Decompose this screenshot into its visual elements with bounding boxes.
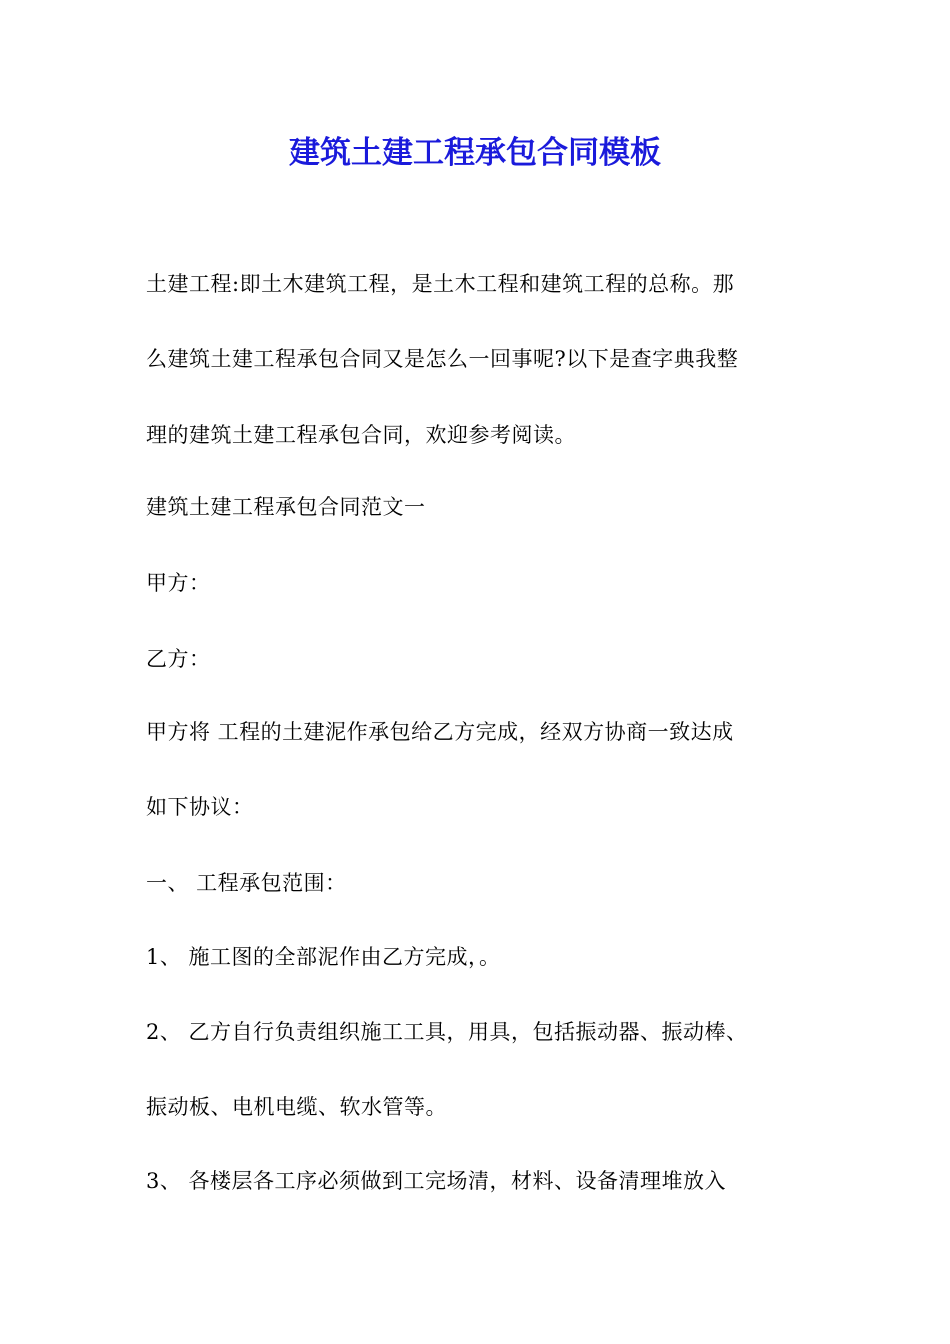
- paragraph-line: 甲方将 工程的土建泥作承包给乙方完成，经双方协商一致达成: [146, 720, 734, 744]
- paragraph-line: 如下协议：: [146, 795, 254, 819]
- paragraph-line: 土建工程:即土木建筑工程，是土木工程和建筑工程的总称。那: [146, 272, 735, 296]
- party-b-line: 乙方：: [146, 647, 211, 671]
- clause-item: 1、 施工图的全部泥作由乙方完成，。: [146, 945, 501, 969]
- document-title: 建筑土建工程承包合同模板: [289, 135, 661, 171]
- clause-item: 2、 乙方自行负责组织施工工具，用具，包括振动器、振动棒、: [146, 1020, 748, 1044]
- clause-item-continued: 振动板、电机电缆、软水管等。: [146, 1095, 447, 1119]
- party-a-line: 甲方：: [146, 571, 211, 595]
- section-heading: 建筑土建工程承包合同范文一: [146, 495, 426, 519]
- paragraph-line: 理的建筑土建工程承包合同，欢迎参考阅读。: [146, 423, 576, 447]
- clause-heading: 一、 工程承包范围：: [146, 871, 347, 895]
- paragraph-line: 么建筑土建工程承包合同又是怎么一回事呢?以下是查字典我整: [146, 347, 739, 371]
- clause-item: 3、 各楼层各工序必须做到工完场清，材料、设备清理堆放入: [146, 1169, 727, 1193]
